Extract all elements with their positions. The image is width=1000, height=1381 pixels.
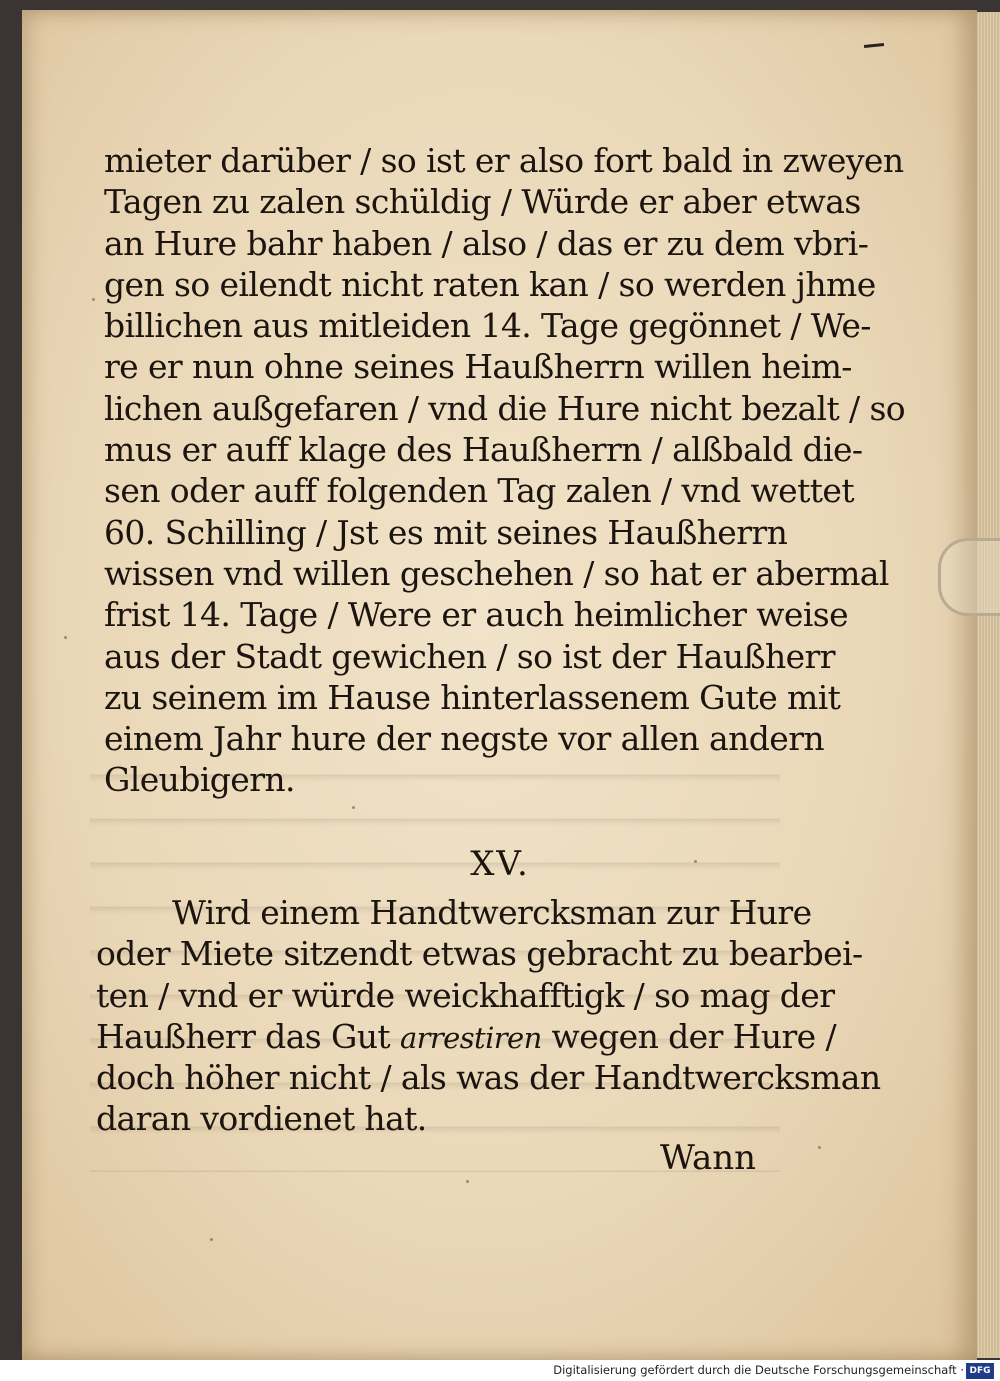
text-line: gen so eilendt nicht raten kan / so werden jhme [104, 264, 876, 304]
text-line: billichen aus mitleiden 14. Tage gegönnet / We- [104, 306, 871, 346]
page-edges [977, 12, 1000, 1358]
page-clip [938, 538, 1000, 616]
text-line: Gleubigern. [104, 760, 295, 800]
catchword: Wann [660, 1138, 757, 1178]
text-line: mus er auff klage des Haußherrn / alßbald die- [104, 430, 863, 470]
text-line: re er nun ohne seines Haußherrn willen heim- [104, 347, 852, 387]
text-line: daran vordienet hat. [96, 1099, 427, 1139]
text-line: oder Miete sitzendt etwas gebracht zu bearbei- [96, 934, 863, 974]
paragraph-2 [96, 892, 881, 1140]
text-line: ten / vnd er würde weickhafftigk / so mag der [96, 975, 835, 1015]
footer-bar [0, 1360, 1000, 1381]
text-line: mieter darüber / so ist er also fort bald in zweyen [104, 141, 904, 180]
text-line-mixed [96, 1016, 836, 1057]
text-line: sen oder auff folgenden Tag zalen / vnd wettet [104, 471, 855, 511]
text-line: 60. Schilling / Jst es mit seines Haußherrn [104, 512, 788, 552]
text-line: einem Jahr hure der negste vor allen andern [104, 719, 825, 759]
text-line: aus der Stadt gewichen / so ist der Haußherr [104, 636, 835, 676]
text-segment: wegen der Hure / [541, 1016, 836, 1056]
section-heading: XV. [470, 844, 530, 884]
text-line: Wird einem Handtwercksman zur Hure [172, 893, 812, 932]
text-line: Tagen zu zalen schüldig / Würde er aber etwas [104, 182, 861, 222]
text-line: frist 14. Tage / Were er auch heimlicher weise [104, 595, 849, 635]
text-line: wissen vnd willen geschehen / so hat er abermal [104, 553, 889, 593]
funding-credit: Digitalisierung gefördert durch die Deutsche Forschungsgemeinschaft · [553, 1363, 964, 1377]
text-line: an Hure bahr haben / also / das er zu dem vbri- [104, 223, 869, 263]
text-segment: Haußherr das Gut [96, 1016, 400, 1056]
italic-latin-word: arrestiren [399, 1020, 542, 1055]
text-line: lichen außgefaren / vnd die Hure nicht bezalt / so [104, 388, 906, 428]
text-line: doch höher nicht / als was der Handtwercksman [96, 1058, 881, 1098]
paragraph-1 [104, 140, 906, 801]
dfg-logo: DFG [966, 1363, 994, 1379]
text-line: zu seinem im Hause hinterlassenem Gute mit [104, 677, 841, 717]
